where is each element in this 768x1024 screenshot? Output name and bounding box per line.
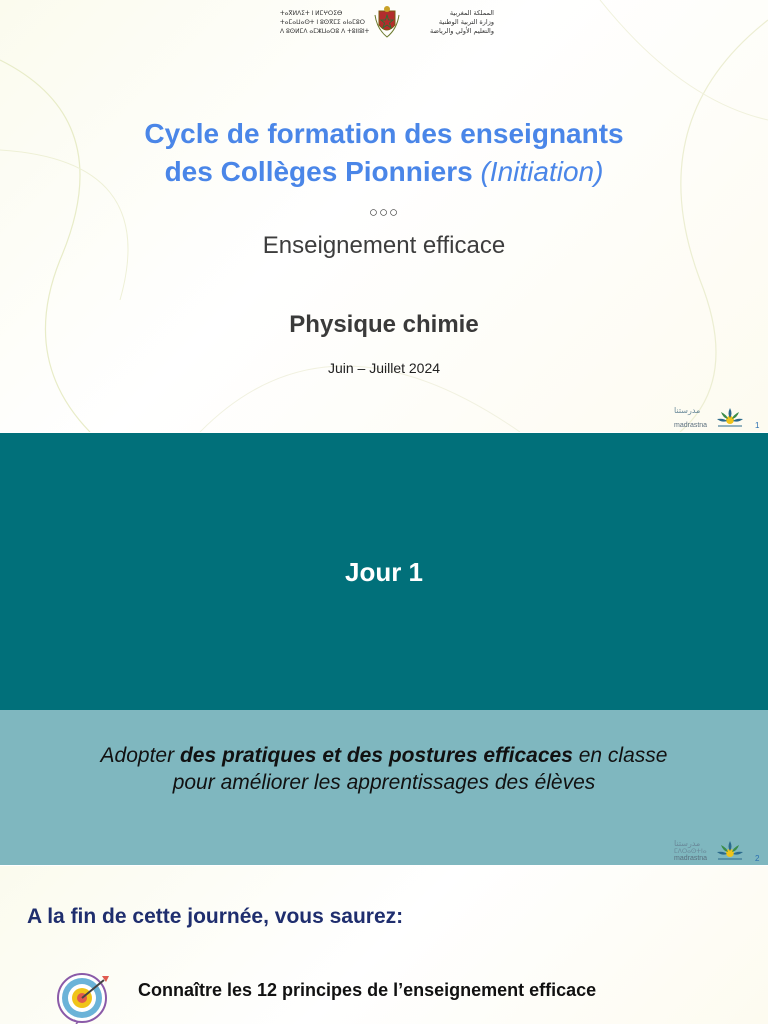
tifinagh-line: ⵜⴰⴳⵍⴷⵉⵜ ⵏ ⵍⵎⵖⵔⵉⴱ: [280, 9, 343, 17]
moroccan-emblem-icon: [374, 5, 400, 39]
objective-line-2: pour améliorer les apprentissages des élèves: [172, 771, 596, 794]
madrastna-logo: [674, 839, 746, 865]
madrastna-logo: [674, 406, 746, 432]
objective-line-1: [0, 742, 768, 769]
page-number: 2: [755, 854, 760, 863]
day-title: Jour 1: [344, 557, 424, 587]
tifinagh-line: ⴷ ⵓⵙⵍⵎⴷ ⴰⵎⵣⵡⴰⵔⵓ ⴷ ⵜⵓⵏⵏⵓⵏⵜ: [280, 27, 370, 35]
subtitle: Enseignement efficace: [262, 232, 506, 259]
arabic-line: وزارة التربية الوطنية: [438, 17, 494, 26]
madrastna-logo-arabic: مدرستنا: [674, 839, 701, 848]
objective-emphasis: des pratiques et des postures efficaces: [179, 744, 573, 767]
tifinagh-line: ⵜⴰⵎⴰⵡⴰⵙⵜ ⵏ ⵓⵙⴳⵎⵉ ⴰⵏⴰⵎⵓⵔ: [280, 18, 366, 26]
title-initiation: (Initiation): [480, 156, 604, 187]
madrastna-logo-latin: madrastna: [674, 422, 708, 429]
madrastna-logo-latin: madrastna: [674, 855, 708, 862]
title-line-2-main: des Collèges Pionniers: [164, 156, 473, 187]
date-label: Juin – Juillet 2024: [327, 360, 441, 376]
page-number: 1: [755, 421, 760, 430]
ministry-name-tifinagh: [280, 9, 372, 36]
lotus-icon: [710, 406, 746, 430]
arabic-line: والتعليم الأولي والرياضة: [430, 26, 494, 35]
title-line-2: [0, 153, 768, 191]
day-objective: [0, 742, 768, 796]
madrastna-logo-tifinagh: ⵎⴷⵔⴰⵙⵜⵏⴰ: [674, 848, 707, 855]
title-line-1: Cycle de formation des enseignants: [144, 118, 624, 149]
ministry-header: [280, 4, 494, 40]
page-title: [0, 115, 768, 191]
section-heading: A la fin de cette journée, vous saurez:: [27, 905, 404, 928]
objective-prefix: Adopter: [100, 744, 180, 767]
decorative-dots: ○○○: [368, 204, 400, 221]
target-icon: [54, 970, 112, 1024]
ministry-name-arabic: [402, 9, 494, 36]
lotus-icon: [710, 839, 746, 863]
madrastna-logo-arabic: مدرستنا: [674, 406, 701, 415]
subject-title: Physique chimie: [289, 311, 479, 338]
objective-suffix: en classe: [572, 744, 668, 767]
learning-objective-item: Connaître les 12 principes de l’enseignement efficace: [138, 980, 597, 1000]
arabic-line: المملكة المغربية: [449, 8, 494, 17]
